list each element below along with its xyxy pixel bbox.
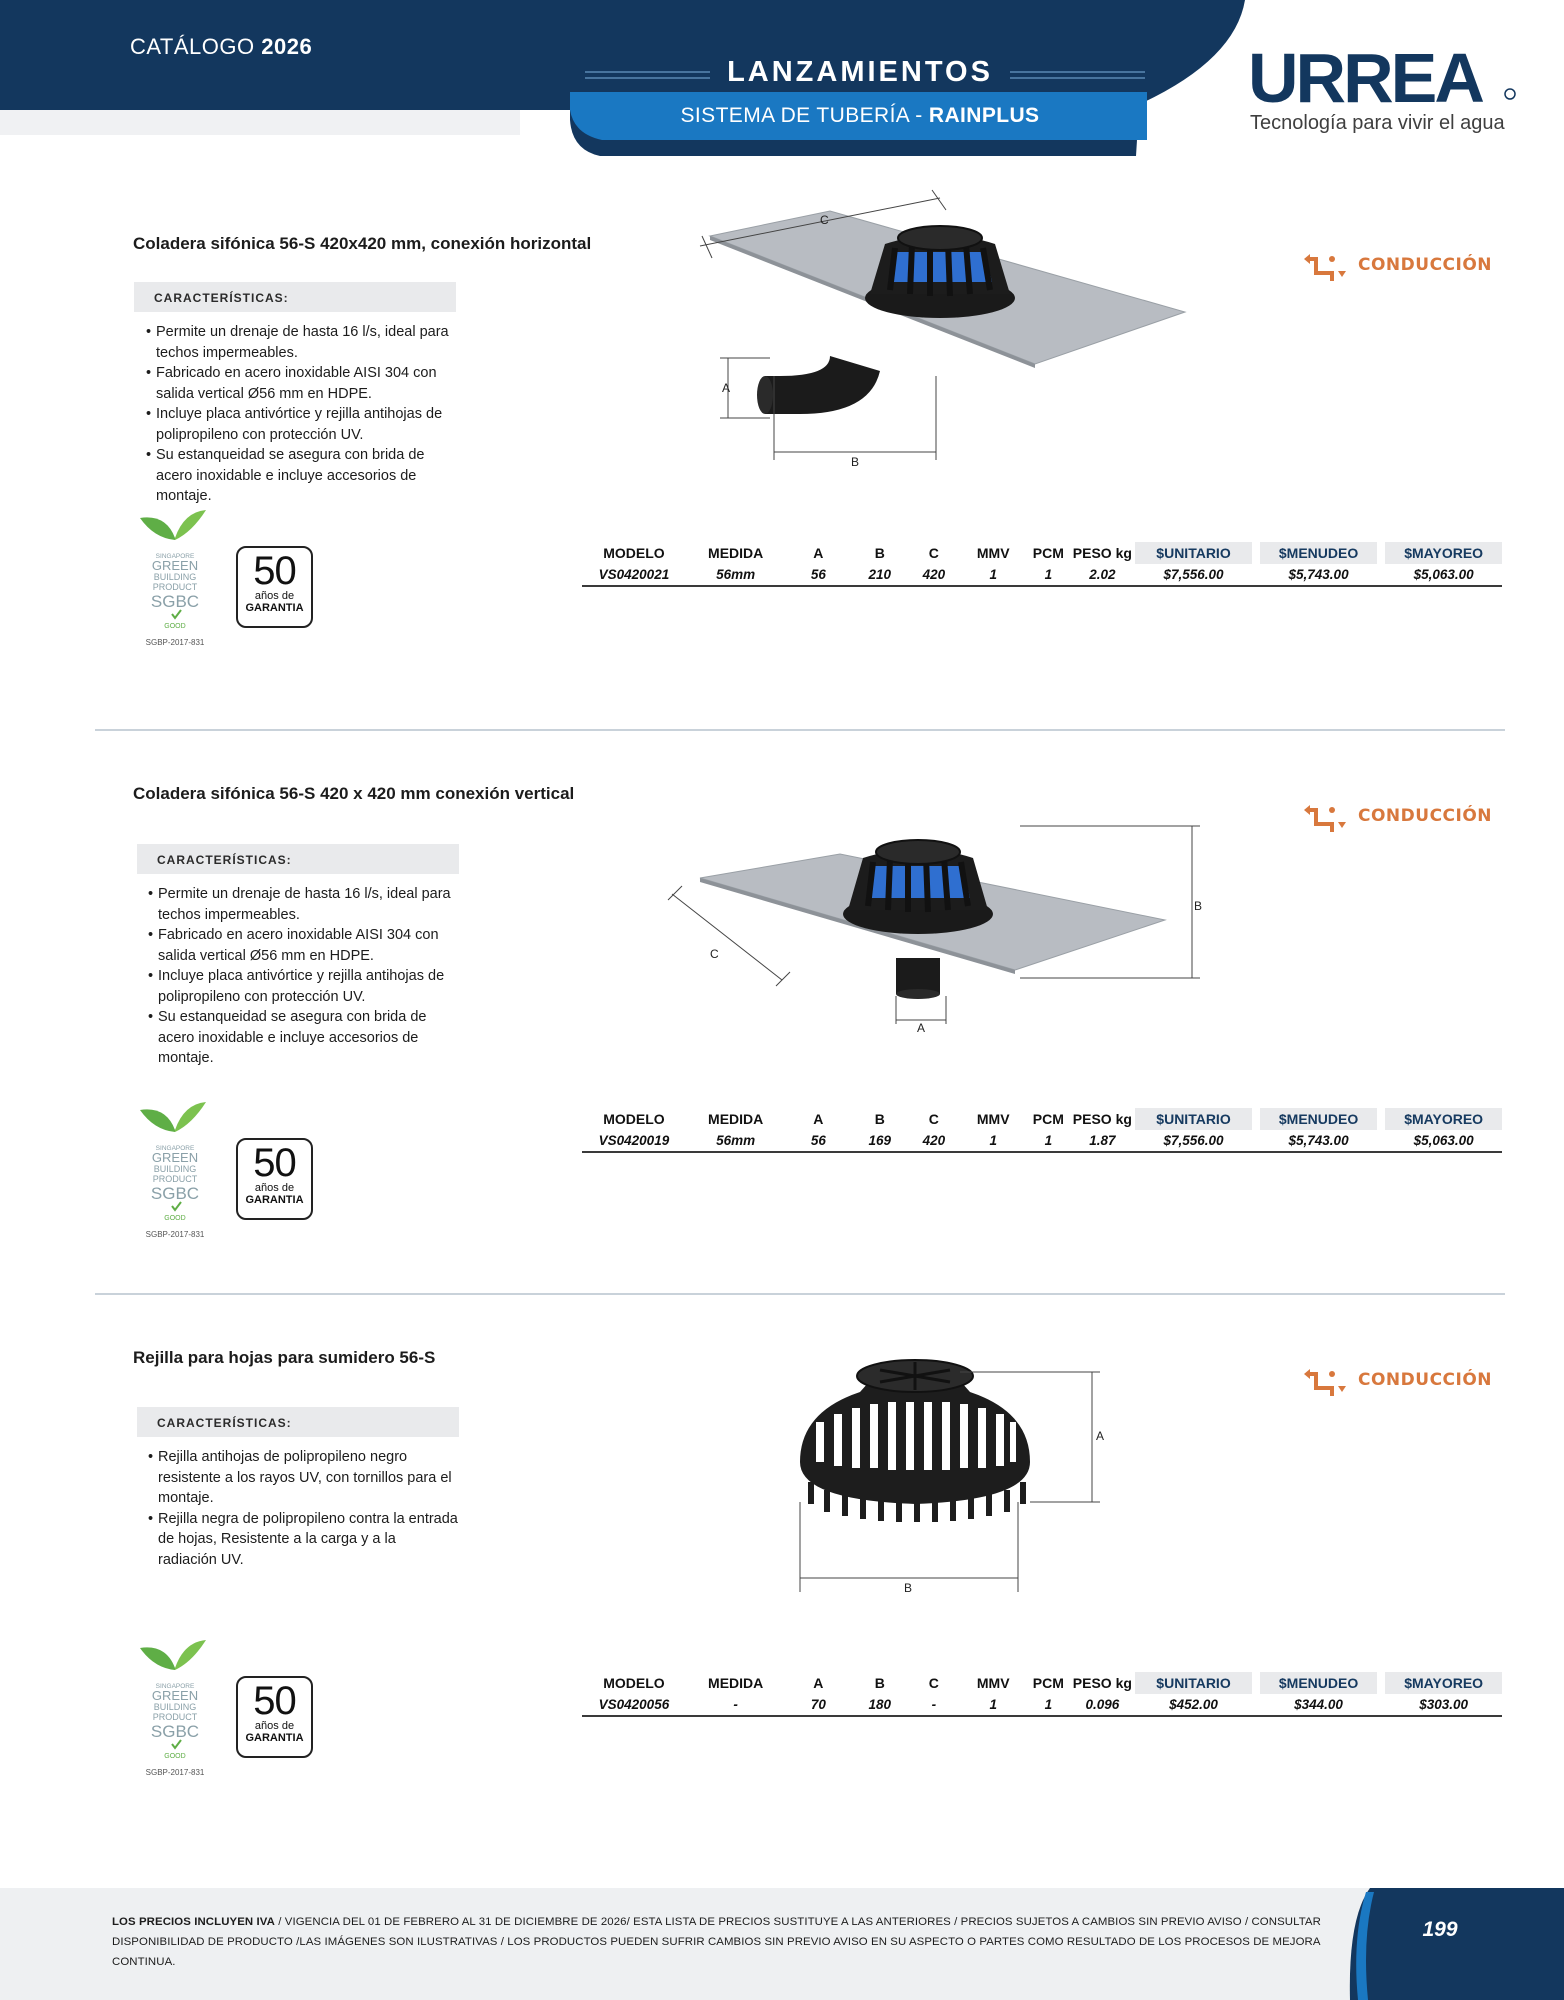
svg-text:GOOD: GOOD [164,1215,186,1222]
warranty-badge: 50 años de GARANTIA [236,546,313,628]
product-title: Coladera sifónica 56-S 420x420 mm, conexión horizontal [133,234,592,253]
dim-label: B [1194,899,1203,913]
feature-item: • Permite un drenaje de hasta 16 l/s, ideal para techos impermeables. [148,884,458,925]
dim-label: A [722,381,731,395]
svg-text:GOOD: GOOD [164,623,186,630]
characteristics-label: CARACTERÍSTICAS: [137,1407,459,1437]
svg-text:SINGAPORE: SINGAPORE [155,553,195,560]
table-header-row: MODELO MEDIDA A B C MMV PCM PESO kg $UNITARIO $MENUDEO $MAYOREO [582,1672,1502,1694]
feature-item: • Su estanqueidad se asegura con brida de acero inoxidable e incluye accesorios de montaje. [148,1007,458,1069]
svg-text:SGBP-2017-831: SGBP-2017-831 [145,1230,205,1239]
svg-text:SGBC: SGBC [150,1184,200,1203]
sgbc-badge [134,1098,216,1248]
svg-text:SINGAPORE: SINGAPORE [155,1683,195,1690]
conduction-label: CONDUCCIÓN [1358,806,1493,826]
table-row: VS0420056 - 70 180 - 1 1 0.096 $452.00 $344.00 $303.00 [582,1694,1502,1716]
spec-table [582,1672,1502,1717]
section-title: LANZAMIENTOS [727,56,993,88]
svg-text:GOOD: GOOD [164,1753,186,1760]
svg-text:BUILDING: BUILDING [153,1702,197,1712]
urrea-logo [1248,46,1518,108]
warranty-badge: 50 años de GARANTIA [236,1138,313,1220]
feature-item: • Fabricado en acero inoxidable AISI 304 con salida vertical Ø56 mm en HDPE. [148,925,458,966]
feature-item: • Incluye placa antivórtice y rejilla antihojas de polipropileno con protección UV. [146,404,456,445]
characteristics-label: CARACTERÍSTICAS: [134,282,456,312]
svg-text:BUILDING: BUILDING [153,1164,197,1174]
svg-text:SGBP-2017-831: SGBP-2017-831 [145,1768,205,1777]
conduction-icon [1302,247,1348,285]
feature-item: • Su estanqueidad se asegura con brida de acero inoxidable e incluye accesorios de montaje. [146,445,456,507]
svg-text:PRODUCT: PRODUCT [152,1174,198,1184]
conduction-tag [1300,1358,1493,1404]
spec-table [582,542,1502,587]
svg-text:PRODUCT: PRODUCT [152,582,198,592]
table-row: VS0420019 56mm 56 169 420 1 1 1.87 $7,556.00 $5,743.00 $5,063.00 [582,1130,1502,1152]
product-title: Coladera sifónica 56-S 420 x 420 mm conexión vertical [133,784,575,803]
dim-label: A [1096,1429,1105,1443]
brand-tagline: Tecnología para vivir el agua [1250,112,1505,134]
conduction-tag [1300,243,1493,289]
feature-item: • Rejilla negra de polipropileno contra la entrada de hojas, Resistente a la carga y a la radiación UV. [148,1509,458,1571]
svg-text:BUILDING: BUILDING [153,572,197,582]
sgbc-badge [134,506,216,656]
feature-item: • Incluye placa antivórtice y rejilla antihojas de polipropileno con protección UV. [148,966,458,1007]
svg-text:SINGAPORE: SINGAPORE [155,1145,195,1152]
page-number: 199 [1422,1918,1458,1941]
warranty-badge: 50 años de GARANTIA [236,1676,313,1758]
catalog-label: CATÁLOGO 2026 [130,34,313,59]
conduction-icon [1302,1362,1348,1400]
section-divider [95,1293,1505,1295]
dim-label: C [710,947,719,961]
characteristics-label: CARACTERÍSTICAS: [137,844,459,874]
conduction-tag [1300,794,1493,840]
feature-item: • Rejilla antihojas de polipropileno negro resistente a los rayos UV, con tornillos para el montaje. [148,1447,458,1509]
feature-list [148,1447,458,1570]
product-title: Rejilla para hojas para sumidero 56-S [133,1348,436,1367]
feature-list [146,322,456,507]
svg-text:GREEN: GREEN [151,558,199,573]
sgbc-badge [134,1636,216,1786]
dim-label: A [917,1021,926,1035]
dim-label: C [820,213,829,227]
dim-label: B [851,455,860,469]
footer-disclaimer: LOS PRECIOS INCLUYEN IVA / VIGENCIA DEL 01 DE FEBRERO AL 31 DE DICIEMBRE DE 2026/ ESTA LISTA DE PRECIOS SUSTITUYE A LAS ANTERIORES / PRECIOS SUJETOS A CAMBIOS SIN PREVIO AVISO / CONSULTAR DISPONIBILIDAD DE PRODUCTO /LAS IMÁGENES SON ILUSTRATIVAS / LOS PRODUCTOS PUEDEN SUFRIR CAMBIOS SIN PREVIO AVISO EN SU ASPECTO O PARTES COMO RESULTADO DE LOS PROCESOS DE MEJORA CONTINUA. [112,1916,1321,1968]
conduction-label: CONDUCCIÓN [1358,255,1493,275]
conduction-label: CONDUCCIÓN [1358,1370,1493,1390]
table-header-row: MODELO MEDIDA A B C MMV PCM PESO kg $UNITARIO $MENUDEO $MAYOREO [582,542,1502,564]
svg-text:GREEN: GREEN [151,1150,199,1165]
conduction-icon [1302,798,1348,836]
drain-horizontal-illustration [680,186,1200,476]
drain-vertical-illustration [640,810,1220,1040]
svg-text:URREA: URREA [1248,46,1482,108]
table-header-row: MODELO MEDIDA A B C MMV PCM PESO kg $UNITARIO $MENUDEO $MAYOREO [582,1108,1502,1130]
spec-table [582,1108,1502,1153]
feature-list [148,884,458,1069]
svg-text:SGBP-2017-831: SGBP-2017-831 [145,638,205,647]
section-subtitle: SISTEMA DE TUBERÍA - RAINPLUS [680,104,1040,127]
svg-text:SGBC: SGBC [150,1722,200,1741]
dim-label: B [904,1581,913,1595]
svg-text:PRODUCT: PRODUCT [152,1712,198,1722]
svg-text:GREEN: GREEN [151,1688,199,1703]
leaf-grate-illustration [780,1352,1120,1602]
section-divider [95,729,1505,731]
table-row: VS0420021 56mm 56 210 420 1 1 2.02 $7,556.00 $5,743.00 $5,063.00 [582,564,1502,586]
feature-item: • Fabricado en acero inoxidable AISI 304 con salida vertical Ø56 mm en HDPE. [146,363,456,404]
feature-item: • Permite un drenaje de hasta 16 l/s, ideal para techos impermeables. [146,322,456,363]
svg-text:SGBC: SGBC [150,592,200,611]
